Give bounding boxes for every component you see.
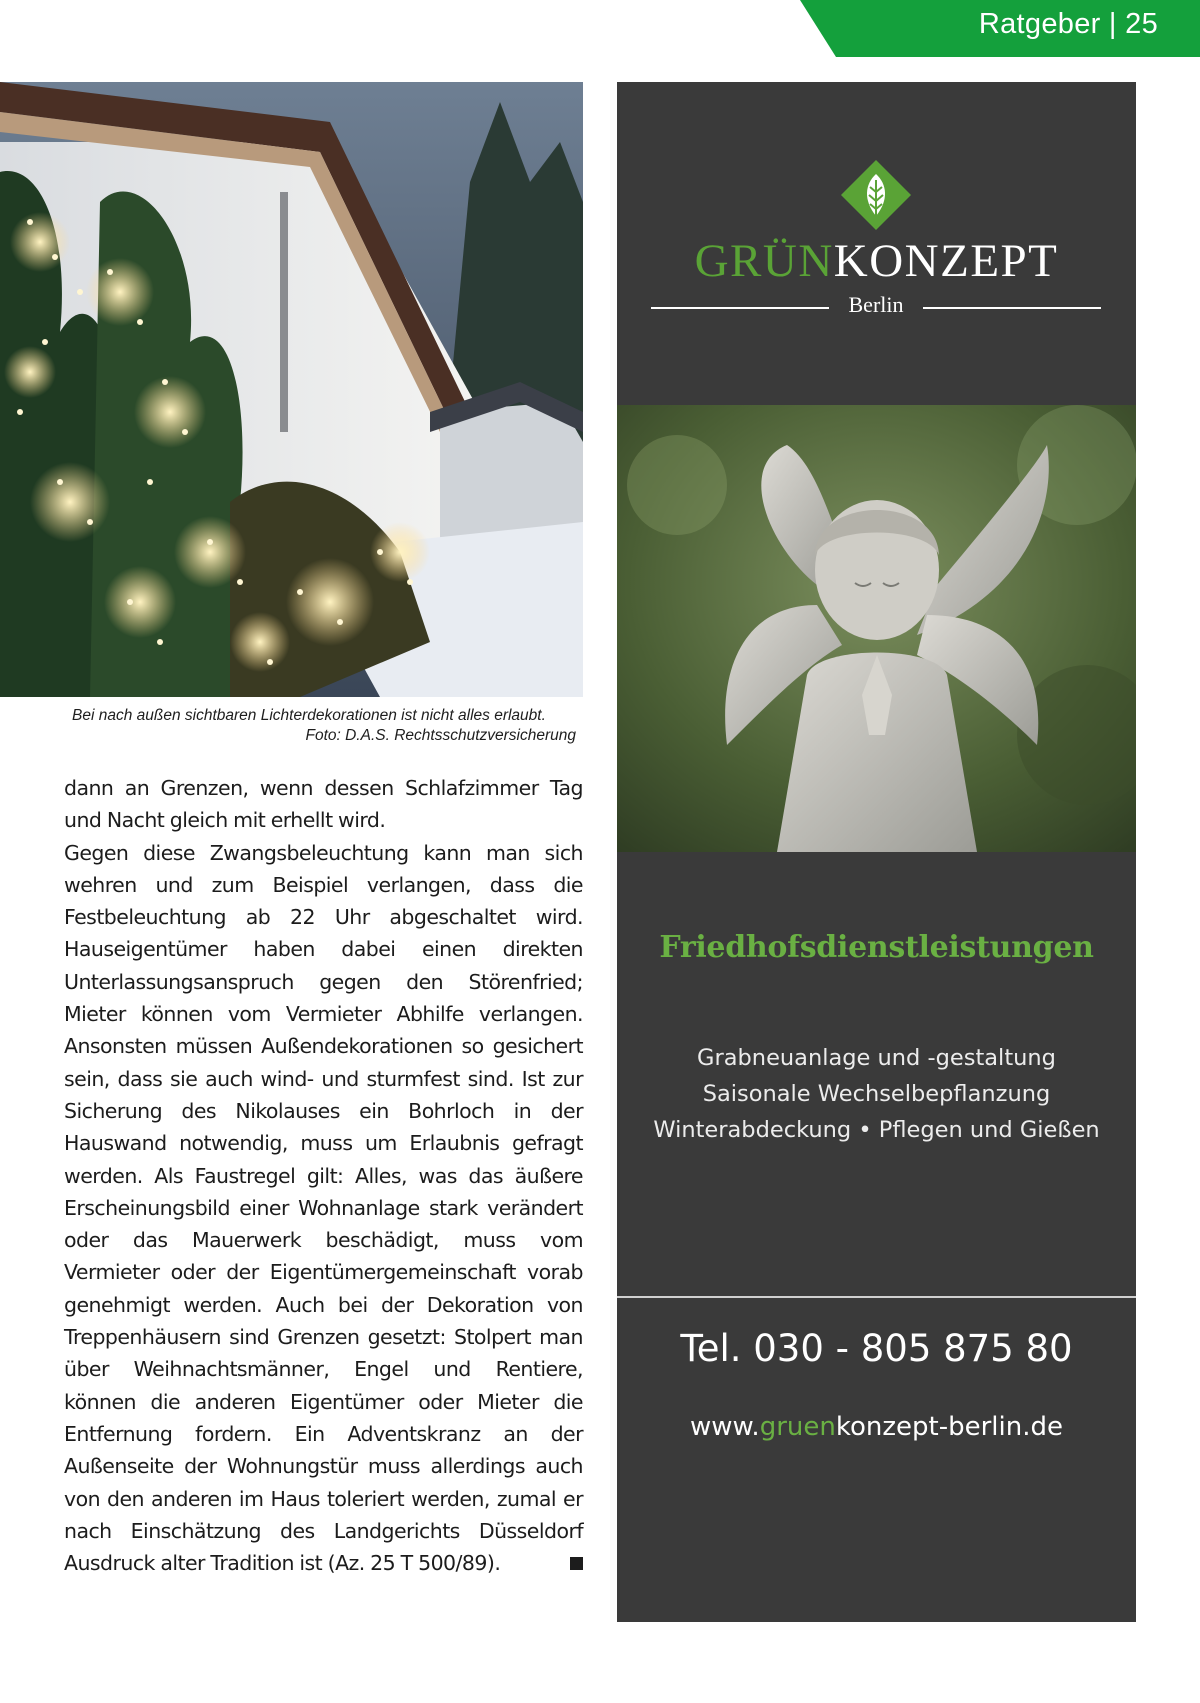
brand-city-row: [651, 292, 1101, 322]
phone-number[interactable]: Tel. 030 - 805 875 80: [680, 1327, 1073, 1370]
christmas-lights-photo: [0, 82, 583, 697]
article-paragraph: [64, 837, 583, 1580]
caption-text: Bei nach außen sichtbaren Lichterdekorationen ist nicht alles erlaubt.: [72, 707, 546, 724]
angel-statue-photo: [617, 405, 1136, 852]
service-title: Friedhofsdienstleistungen: [659, 930, 1094, 965]
page-header-tab: [800, 0, 1200, 57]
service-item: Winterabdeckung • Pflegen und Gießen: [653, 1117, 1100, 1143]
gruenkonzept-advertisement: [617, 82, 1136, 1622]
brand-name-white: KONZEPT: [833, 235, 1059, 287]
website-suffix: konzept-berlin.de: [835, 1412, 1063, 1442]
services-list: [617, 1040, 1136, 1148]
section-divider: [617, 1296, 1136, 1298]
website-link[interactable]: [617, 1412, 1136, 1442]
caption-credit: Foto: D.A.S. Rechtsschutzversicherung: [305, 727, 576, 744]
photo-caption: [72, 706, 584, 744]
website-highlight: gruen: [759, 1412, 836, 1442]
divider-line: [923, 307, 1101, 309]
website-prefix: www.: [690, 1412, 760, 1442]
service-item: Saisonale Wechselbepflanzung: [702, 1081, 1051, 1107]
leaf-icon: [841, 160, 911, 230]
brand-name: [617, 234, 1136, 288]
section-name: Ratgeber: [978, 8, 1101, 40]
page-number: 25: [1125, 8, 1158, 40]
brand-city: Berlin: [848, 292, 904, 317]
photo-illustration: [0, 82, 583, 697]
service-item: Grabneuanlage und -gestaltung: [697, 1045, 1056, 1071]
section-page-label: Ratgeber | 25: [978, 8, 1158, 40]
article-paragraph-text: Gegen diese Zwangsbeleuchtung kann man sich wehren und zum Beispiel verlangen, dass die Festbeleuchtung ab 22 Uhr abgeschaltet wird. Hauseigentümer haben dabei einen direkten Unterlassungsanspruch gegen den Störenfried; Mieter können vom Vermieter Abhilfe verlangen. Ansonsten müssen Außendekorationen so gesichert sein, dass sie auch wind- und sturmfest sind. Ist zur Sicherung des Nikolauses ein Bohrloch in der Hauswand notwendig, muss um Erlaubnis gefragt werden. Als Faustregel gilt: Alles, was das äußere Erscheinungsbild einer Wohnanlage stark verändert oder das Mauerwerk beschädigt, muss vom Vermieter oder der Eigentümergemeinschaft vorab genehmigt werden. Auch bei der Dekoration von Treppenhäusern sind Grenzen gesetzt: Stolpert man über Weihnachtsmänner, Engel und Rentiere, können die anderen Eigentümer oder Mieter die Entfernung fordern. Ein Adventskranz an der Außenseite der Wohnungstür muss allerdings auch von den anderen im Haus toleriert werden, zumal er nach Einschätzung des Landgerichts Düsseldorf Ausdruck alter Tradition ist (Az. 25 T 500/89).: [64, 840, 583, 1576]
brand-name-green: GRÜN: [694, 235, 834, 287]
end-of-article-mark: [570, 1557, 583, 1570]
article-body: [64, 772, 583, 1579]
article-paragraph: dann an Grenzen, wenn dessen Schlafzimmer Tag und Nacht gleich mit erhellt wird.: [64, 776, 583, 833]
